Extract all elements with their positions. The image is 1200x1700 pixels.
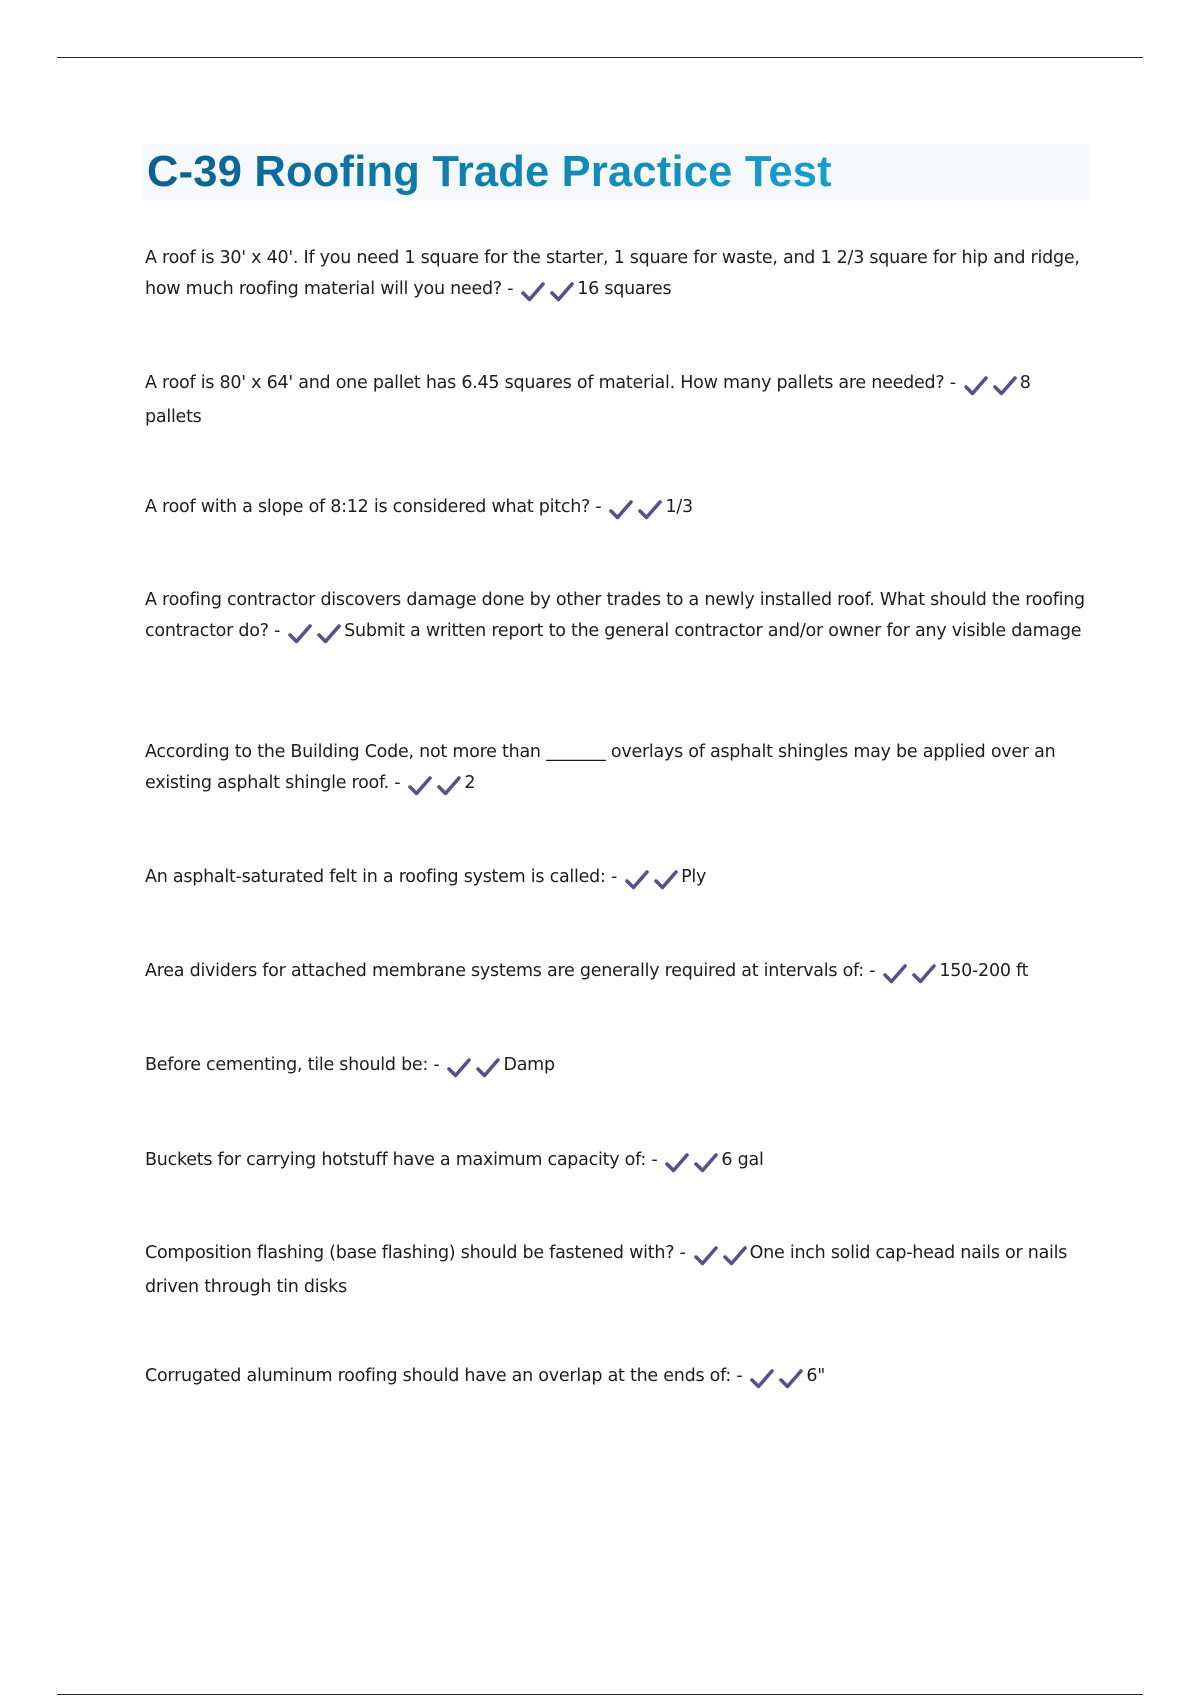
answer-text: Submit a written report to the general contractor and/or owner for any visible damage (344, 621, 1082, 641)
answer-checks (960, 371, 1018, 402)
question-text: An asphalt-saturated felt in a roofing system is called: - (145, 867, 618, 887)
check-icon (653, 869, 679, 891)
answer-checks (879, 959, 937, 990)
page-title: C-39 Roofing Trade Practice Test (142, 148, 832, 197)
question-text: According to the Building Code, not more than _______ overlays of asphalt shingles may be applied over an existing asphalt shingle roof. - (145, 742, 1056, 793)
answer-text: 2 (464, 773, 476, 793)
question-text: Composition flashing (base flashing) should be fastened with? - (145, 1243, 686, 1263)
check-icon (664, 1152, 690, 1174)
check-icon (475, 1057, 501, 1079)
check-icon (693, 1152, 719, 1174)
title-band (142, 144, 1090, 201)
check-icon (693, 1245, 719, 1267)
question-text: A roof is 80' x 64' and one pallet has 6.45 squares of material. How many pallets are needed? - (145, 373, 956, 393)
check-icon (624, 869, 650, 891)
answer-text: 8 pallets (145, 373, 1031, 427)
qa-item (145, 737, 1090, 802)
check-icon (608, 499, 634, 521)
check-icon (407, 775, 433, 797)
answer-checks (443, 1053, 501, 1084)
answer-checks (605, 495, 663, 526)
answer-text: 16 squares (577, 279, 672, 299)
qa-item (145, 1238, 1090, 1303)
answer-text: 6" (806, 1366, 826, 1386)
qa-item (145, 956, 1090, 990)
qa-item (145, 1145, 1090, 1179)
check-icon (992, 375, 1018, 397)
answer-checks (746, 1364, 804, 1395)
check-icon (882, 963, 908, 985)
answer-checks (404, 771, 462, 802)
answer-checks (621, 865, 679, 896)
check-icon (287, 623, 313, 645)
check-icon (749, 1368, 775, 1390)
answer-text: Damp (503, 1055, 555, 1075)
qa-item (145, 243, 1090, 308)
qa-item (145, 862, 1090, 896)
header-rule (57, 57, 1143, 58)
check-icon (316, 623, 342, 645)
answer-checks (517, 277, 575, 308)
check-icon (963, 375, 989, 397)
qa-item (145, 492, 1090, 526)
answer-text: 6 gal (721, 1150, 764, 1170)
check-icon (778, 1368, 804, 1390)
footer-rule (57, 1694, 1143, 1695)
qa-item (145, 1361, 1090, 1395)
question-text: Before cementing, tile should be: - (145, 1055, 440, 1075)
qa-item (145, 1050, 1090, 1084)
question-text: Buckets for carrying hotstuff have a maximum capacity of: - (145, 1150, 658, 1170)
answer-checks (284, 619, 342, 650)
check-icon (722, 1245, 748, 1267)
question-text: Corrugated aluminum roofing should have an overlap at the ends of: - (145, 1366, 743, 1386)
qa-item (145, 368, 1090, 433)
check-icon (549, 281, 575, 303)
question-text: Area dividers for attached membrane systems are generally required at intervals of: - (145, 961, 876, 981)
answer-text: 150-200 ft (939, 961, 1029, 981)
check-icon (637, 499, 663, 521)
check-icon (520, 281, 546, 303)
question-text: A roof with a slope of 8:12 is considered what pitch? - (145, 497, 602, 517)
check-icon (436, 775, 462, 797)
qa-item (145, 585, 1090, 650)
answer-text: Ply (681, 867, 707, 887)
question-text: A roof is 30' x 40'. If you need 1 square for the starter, 1 square for waste, and 1 2/3 square for hip and ridge, how much roofing material will you need? - (145, 248, 1080, 299)
answer-checks (661, 1148, 719, 1179)
check-icon (911, 963, 937, 985)
question-text: A roofing contractor discovers damage done by other trades to a newly installed roof. What should the roofing contractor do? - (145, 590, 1085, 641)
answer-text: 1/3 (665, 497, 693, 517)
check-icon (446, 1057, 472, 1079)
answer-checks (690, 1241, 748, 1272)
answer-text: One inch solid cap-head nails or nails driven through tin disks (145, 1243, 1068, 1297)
